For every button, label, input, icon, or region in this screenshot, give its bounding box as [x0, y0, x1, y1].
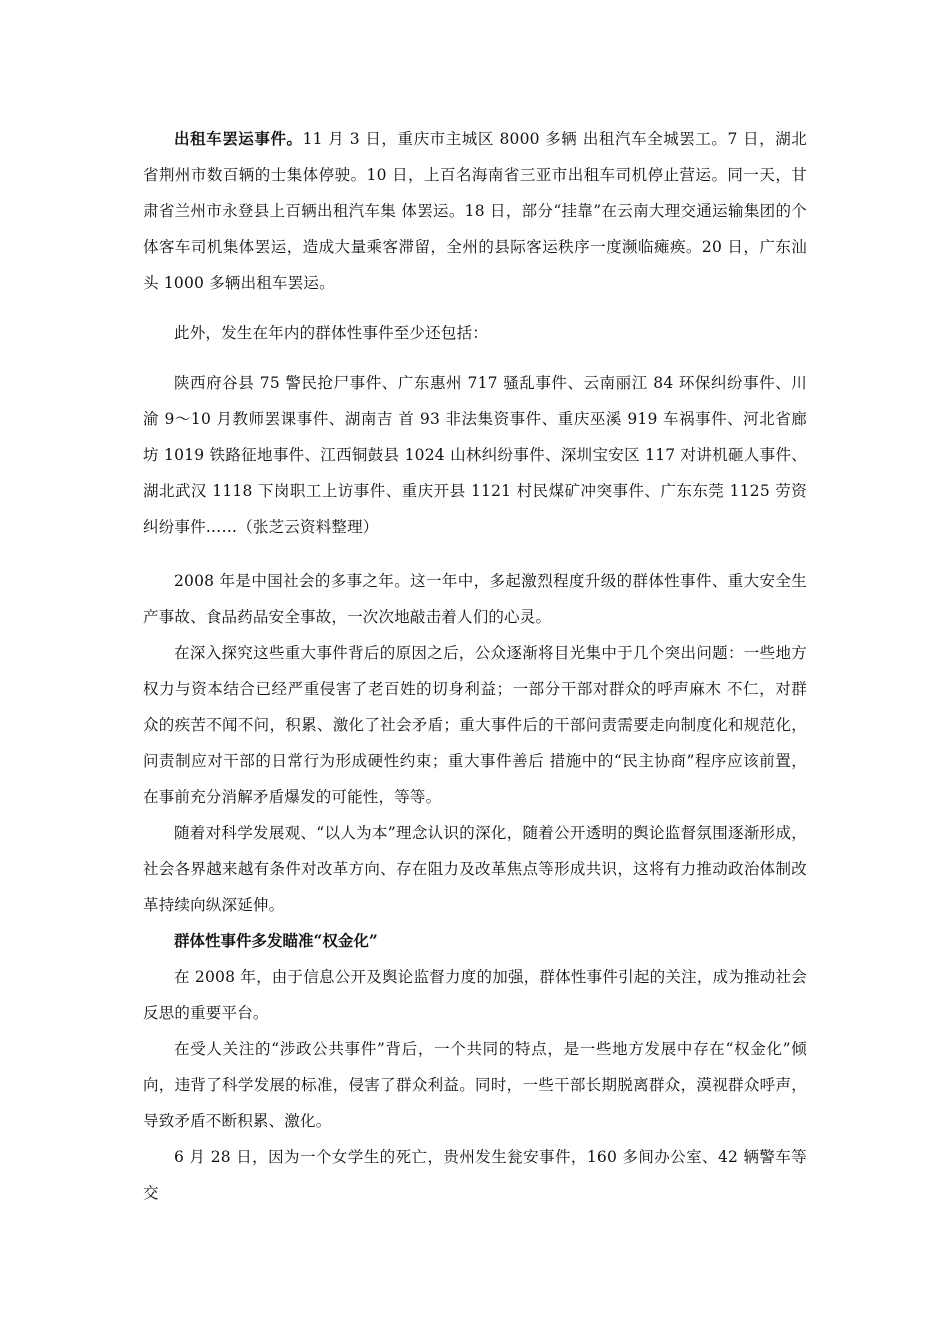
document-page — [143, 121, 807, 1211]
paragraph-intro-list: 此外，发生在年内的群体性事件至少还包括： — [174, 324, 489, 342]
paragraph-lead-bold: 出租车罢运事件。 — [174, 129, 303, 148]
paragraph-taxi-strikes — [143, 121, 807, 301]
paragraph-wengan: 6 月 28 日，因为一个女学生的死亡，贵州发生瓮安事件，160 多间办公室、42 辆警车等交 — [143, 1148, 807, 1202]
paragraph-incident-list: 陕西府谷县 75 警民抢尸事件、广东惠州 717 骚乱事件、云南丽江 84 环保纠纷事件、川渝 9～10 月教师罢课事件、湖南吉 首 93 非法集资事件、重庆巫溪 919 车祸事件、河北省廊坊 1019 铁路征地事件、江西铜鼓县 1024 山林纠纷事件、深圳宝安区 117 对讲机砸人事件、湖北武汉 1118 下岗职工上访事件、重庆开县 1121 村民煤矿冲突事件、广东东莞 1125 劳资纠纷事件……（张芝云资料整理） — [143, 374, 807, 536]
section-heading: 群体性事件多发瞄准“权金化” — [174, 931, 378, 950]
paragraph-causes: 在深入探究这些重大事件背后的原因之后，公众逐渐将目光集中于几个突出问题：一些地方权力与资本结合已经严重侵害了老百姓的切身利益；一部分干部对群众的呼声麻木 不仁，对群众的疾苦不闻不问，积累、激化了社会矛盾；重大事件后的干部问责需要走向制度化和规范化，问责制应对干部的日常行为形成硬性约束；重大事件善后 措施中的“民主协商”程序应该前置，在事前充分消解矛盾爆发的可能性，等等。 — [143, 644, 807, 806]
paragraph-public-events: 在受人关注的“涉政公共事件”背后，一个共同的特点，是一些地方发展中存在“权金化”倾向，违背了科学发展的标准，侵害了群众利益。同时，一些干部长期脱离群众，漠视群众呼声，导致矛盾不断积累、激化。 — [143, 1040, 807, 1130]
paragraph-information-openness: 在 2008 年，由于信息公开及舆论监督力度的加强，群体性事件引起的关注，成为推动社会反思的重要平台。 — [143, 968, 807, 1022]
paragraph-2008-overview: 2008 年是中国社会的多事之年。这一年中，多起激烈程度升级的群体性事件、重大安全生产事故、食品药品安全事故，一次次地敲击着人们的心灵。 — [143, 572, 807, 626]
paragraph-reform: 随着对科学发展观、“以人为本”理念认识的深化，随着公开透明的舆论监督氛围逐渐形成，社会各界越来越有条件对改革方向、存在阻力及改革焦点等形成共识，这将有力推动政治体制改革持续向纵深延伸。 — [143, 824, 807, 914]
paragraph-body: 11 月 3 日，重庆市主城区 8000 多辆 出租汽车全城罢工。7 日，湖北省荆州市数百辆的士集体停驶。10 日，上百名海南省三亚市出租车司机停止营运。同一天，甘肃省兰州市永登县上百辆出租汽车集 体罢运。18 日，部分“挂靠”在云南大理交通运输集团的个体客车司机集体罢运，造成大量乘客滞留，全州的县际客运秩序一度濒临瘫痪。20 日，广东汕头 1000 多辆出租车罢运。 — [143, 130, 807, 292]
